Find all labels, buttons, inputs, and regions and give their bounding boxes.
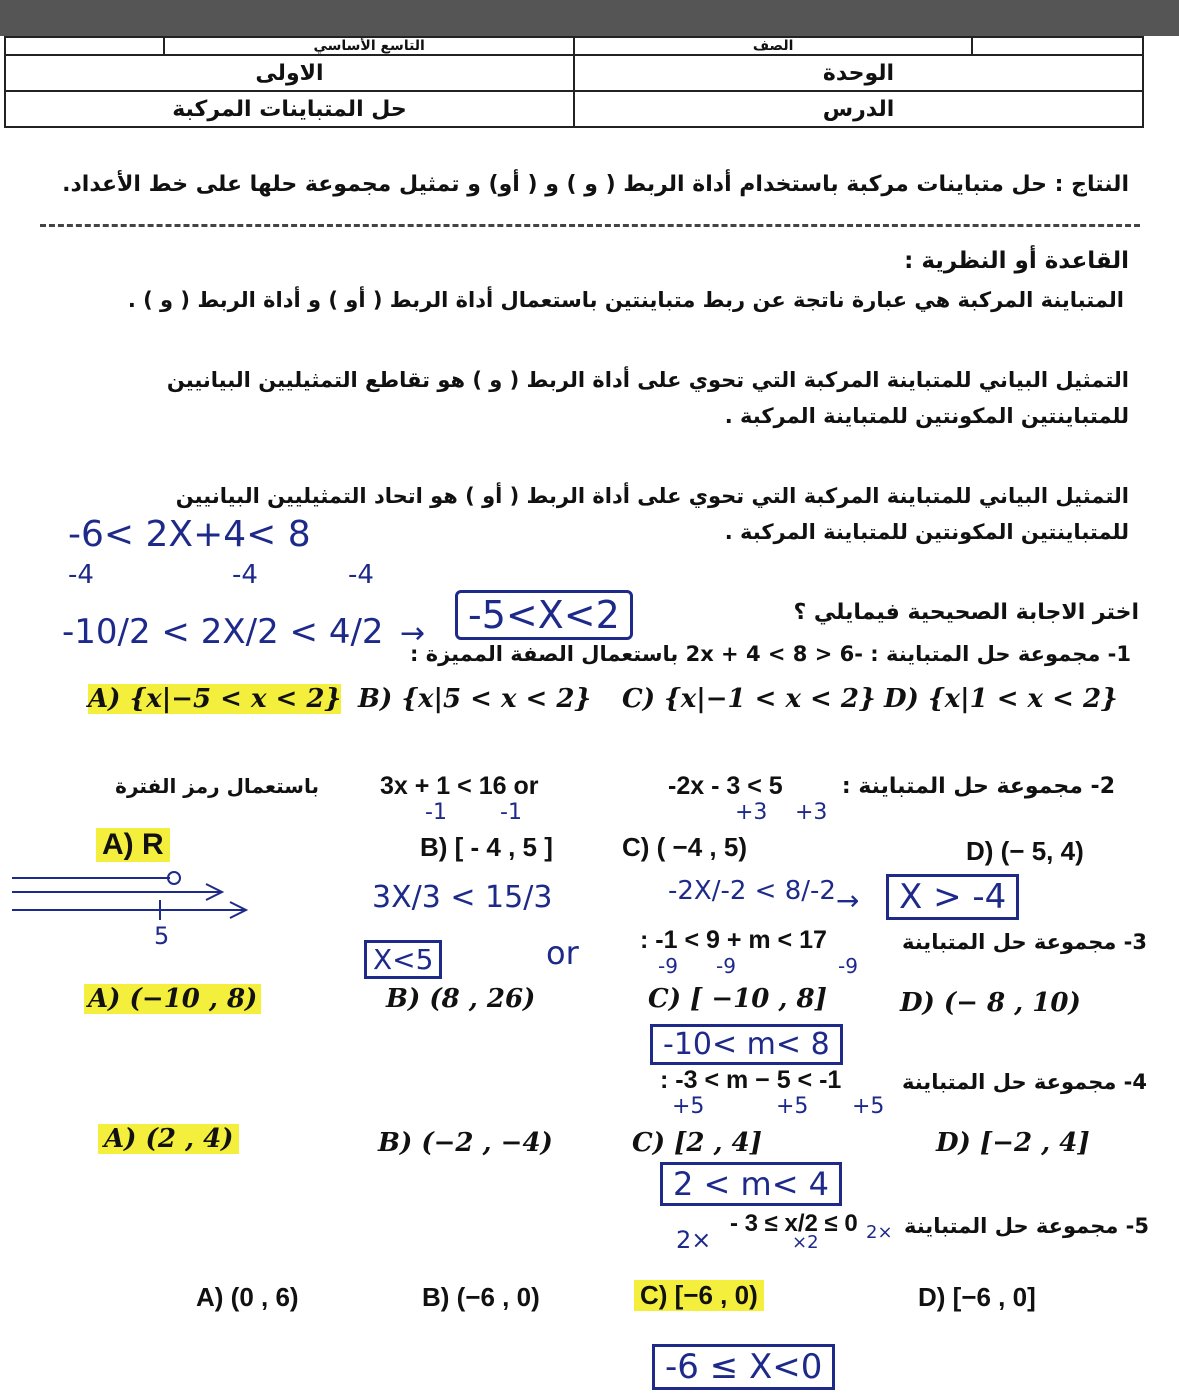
q3-option-b[interactable]: B) (8 , 26) [386, 984, 536, 1014]
header-table [4, 36, 1144, 128]
instruction: اختر الاجابة الصحيحية فيمايلي ؟ [793, 600, 1139, 625]
q4-work-plus5a: +5 [672, 1094, 705, 1119]
q3-option-a[interactable]: A) (−10 , 8) [84, 984, 261, 1014]
q1-work-line1: -6< 2X+4< 8 [68, 514, 311, 555]
q3-work-minus9c: -9 [838, 954, 858, 978]
q5-work-times2a: 2× [676, 1226, 712, 1254]
q5-option-a[interactable]: A) (0 , 6) [196, 1282, 299, 1312]
number-line-label: 5 [154, 922, 170, 950]
q4-work-plus5b: +5 [776, 1094, 809, 1119]
outcome-text: النتاج : حل متباينات مركبة باستخدام أداة الربط ( و ) و ( أو) و تمثيل مجموعة حلها على خط الأعداد. [62, 172, 1129, 197]
q4-option-d[interactable]: D) [−2 , 4] [936, 1128, 1090, 1158]
q3-prompt: 3- مجموعة حل المتباينة [902, 930, 1147, 954]
q5-work-times2c: 2× [866, 1222, 893, 1243]
grade-label: الصف [574, 37, 972, 55]
q2-expr-b: 3x + 1 < 16 or [380, 772, 539, 800]
q5-expr: - 3 ≤ x/2 ≤ 0 [730, 1210, 858, 1237]
q2-work-x-lt-5: X<5 [364, 940, 442, 979]
q4-work-plus5c: +5 [852, 1094, 885, 1119]
q2-work-or: or [546, 934, 579, 972]
rule-definition: المتباينة المركبة هي عبارة ناتجة عن ربط متباينتين باستعمال أداة الربط ( أو ) و أداة الربط ( و ) . [127, 288, 1124, 312]
rule-or-line1: التمثيل البياني للمتباينة المركبة التي تحوي على أداة الربط ( أو ) هو اتحاد التمثيليين البيانيين [175, 484, 1129, 508]
q4-work-answer: 2 < m< 4 [660, 1162, 842, 1206]
q4-option-c[interactable]: C) [2 , 4] [632, 1128, 762, 1158]
q3-work-minus9b: -9 [716, 954, 736, 978]
q2-expr-a: -2x - 3 < 5 [668, 772, 783, 800]
rule-and-line2: للمتباينتين المكونتين للمتباينة المركبة . [724, 404, 1129, 428]
q4-option-b[interactable]: B) (−2 , −4) [378, 1128, 553, 1158]
q4-option-a[interactable]: A) (2 , 4) [98, 1124, 239, 1154]
q2-work-divide-neg2: -2X/-2 < 8/-2 [668, 876, 836, 906]
q1-work-answer: -5<X<2 [455, 590, 633, 640]
number-line-sketch [10, 862, 250, 942]
q4-expr: : -3 < m − 5 < -1 [660, 1066, 842, 1094]
q1-option-a[interactable]: A) {x|−5 < x < 2} [88, 684, 342, 714]
q1-work-divide: -10/2 < 2X/2 < 4/2 [62, 612, 384, 652]
q2-work-x-gt-neg4: X > -4 [886, 874, 1019, 920]
q5-work-times2b: ×2 [792, 1232, 819, 1253]
q3-option-c[interactable]: C) [ −10 , 8] [648, 984, 827, 1014]
q2-work-divide3: 3X/3 < 15/3 [372, 880, 553, 915]
lesson-value: حل المتباينات المركبة [5, 91, 574, 127]
q1-option-b[interactable]: B) {x|5 < x < 2} [358, 684, 592, 714]
q5-option-b[interactable]: B) (−6 , 0) [422, 1282, 540, 1312]
rule-and-line1: التمثيل البياني للمتباينة المركبة التي تحوي على أداة الربط ( و ) هو تقاطع التمثيليين البيانيين [166, 368, 1129, 392]
q1-option-c[interactable]: C) {x|−1 < x < 2} [622, 684, 876, 714]
q2-work-plus3a: +3 [735, 800, 768, 825]
unit-label: الوحدة [574, 55, 1143, 91]
q1-prompt: 1- مجموعة حل المتباينة : -6 < 2x + 4 < 8 باستعمال الصفة المميزة : [410, 642, 1131, 666]
q5-option-c[interactable]: C) [−6 , 0) [634, 1280, 764, 1311]
q4-prompt: 4- مجموعة حل المتباينة [902, 1070, 1147, 1094]
q2-work-minus1b: -1 [500, 800, 522, 825]
q3-work-minus9a: -9 [658, 954, 678, 978]
dashed-divider [40, 224, 1140, 227]
q3-work-answer: -10< m< 8 [650, 1024, 843, 1065]
q1-work-sub3: -4 [348, 560, 374, 590]
q2-option-a[interactable]: A) R [96, 828, 170, 862]
q2-option-b[interactable]: B) [ - 4 , 5 ] [420, 832, 553, 862]
q1-work-sub1: -4 [68, 560, 94, 590]
q2-work-minus1a: -1 [425, 800, 447, 825]
unit-value: الاولى [5, 55, 574, 91]
q5-work-answer: -6 ≤ X<0 [652, 1344, 835, 1390]
rule-heading: القاعدة أو النظرية : [904, 248, 1129, 274]
arrow-icon: → [836, 884, 860, 917]
q2-prompt: 2- مجموعة حل المتباينة : [841, 774, 1115, 799]
q2-option-c[interactable]: C) ( −4 , 5) [622, 832, 747, 862]
q2-option-d[interactable]: D) (− 5, 4) [966, 836, 1084, 866]
q3-expr: : -1 < 9 + m < 17 [640, 926, 827, 954]
lesson-label: الدرس [574, 91, 1143, 127]
q2-suffix: باستعمال رمز الفترة [115, 774, 319, 798]
q3-option-d[interactable]: D) (− 8 , 10) [900, 988, 1081, 1018]
q1-option-d[interactable]: D) {x|1 < x < 2} [884, 684, 1118, 714]
q5-option-d[interactable]: D) [−6 , 0] [918, 1282, 1036, 1312]
grade-value: التاسع الأساسي [164, 37, 574, 55]
rule-or-line2: للمتباينتين المكونتين للمتباينة المركبة . [724, 520, 1129, 544]
q1-work-sub2: -4 [232, 560, 258, 590]
arrow-icon: → [400, 616, 426, 651]
top-bar [0, 0, 1179, 36]
q5-prompt: 5- مجموعة حل المتباينة [904, 1214, 1149, 1238]
q2-work-plus3b: +3 [795, 800, 828, 825]
